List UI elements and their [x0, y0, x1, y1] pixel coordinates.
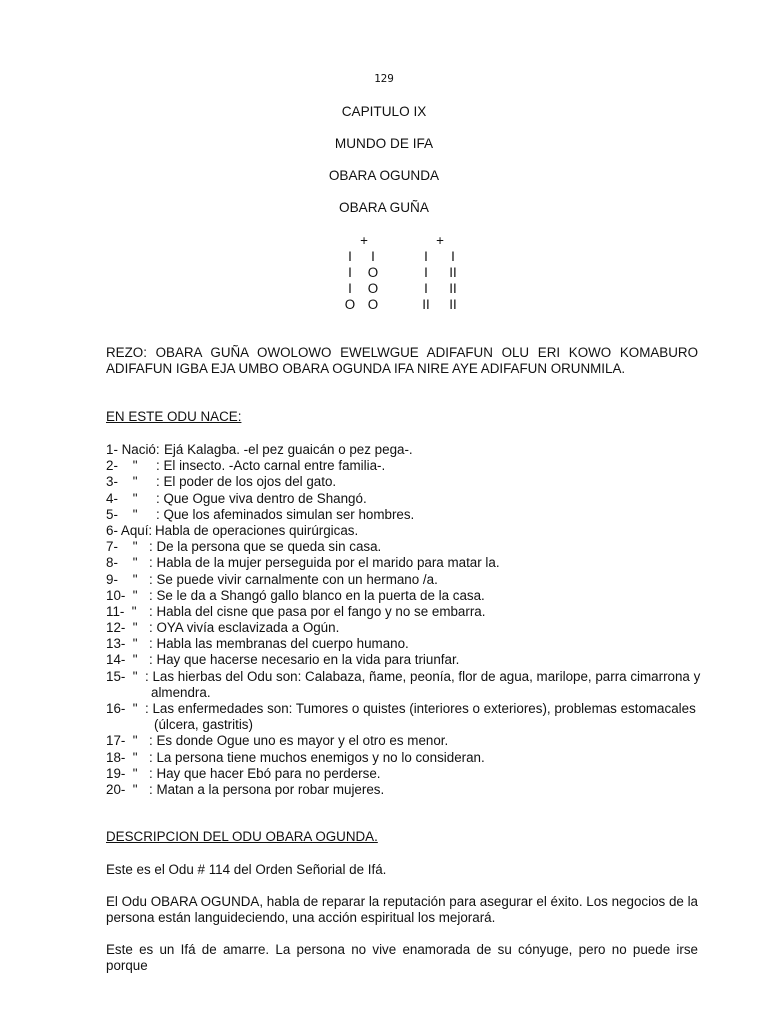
list-item: 20- " : Matan a la persona por robar mujeres.: [106, 781, 385, 797]
odu-figure: [340, 233, 470, 313]
list-item: 2- " : El insecto. -Acto carnal entre familia-.: [106, 458, 386, 474]
rezo-line-2: ADIFAFUN IGBA EJA UMBO OBARA OGUNDA IFA NIRE AYE ADIFAFUN ORUNMILA.: [106, 361, 626, 376]
figure-mark: II: [449, 265, 457, 280]
odu-alt-name-heading: OBARA GUÑA: [339, 200, 429, 215]
list-item: 19- " : Hay que hacer Ebó para no perderse.: [106, 765, 381, 781]
list-item: 1- Nació: Ejá Kalagba. -el pez guaicán o pez pega-.: [106, 442, 413, 457]
list-item: 10- " : Se le da a Shangó gallo blanco en la puerta de la casa.: [106, 587, 485, 603]
figure-mark: O: [367, 265, 379, 280]
odu-name-heading: OBARA OGUNDA: [328, 168, 440, 183]
odu-items-list: [106, 442, 702, 798]
paragraph-reputation-line-2: persona están languideciendo, una acción espiritual los mejorará.: [106, 910, 496, 925]
figure-mark: I: [451, 249, 455, 264]
section-title-nace: EN ESTE ODU NACE:: [106, 409, 242, 424]
paragraph-order: Este es el Odu # 114 del Orden Señorial de Ifá.: [106, 862, 387, 877]
list-item: 4- " : Que Ogue viva dentro de Shangó.: [106, 490, 367, 506]
list-item: 16- " : Las enfermedades son: Tumores o quistes (interiores o exteriores), problemas estomacales: [106, 701, 696, 716]
figure-mark: I: [371, 249, 375, 264]
figure-mark: O: [344, 297, 356, 312]
figure-mark: I: [424, 281, 428, 296]
figure-mark: O: [367, 281, 379, 296]
paragraph-amarre-line-1: Este es un Ifá de amarre. La persona no vive enamorada de su cónyuge, pero no puede irse porque: [106, 942, 698, 974]
figure-mark: II: [449, 281, 457, 296]
list-item-continuation: almendra.: [151, 684, 211, 700]
list-item: 5- " : Que los afeminados simulan ser hombres.: [106, 506, 415, 522]
figure-mark: I: [424, 249, 428, 264]
figure-mark: +: [436, 233, 444, 248]
chapter-heading: CAPITULO IX: [341, 104, 427, 119]
figure-mark: I: [424, 265, 428, 280]
list-item: 8- " : Habla de la mujer perseguida por el marido para matar la.: [106, 555, 500, 571]
list-item-continuation: (úlcera, gastritis): [154, 717, 253, 733]
list-item: 9- " : Se puede vivir carnalmente con un hermano /a.: [106, 571, 438, 587]
section-title-descripcion: DESCRIPCION DEL ODU OBARA OGUNDA.: [106, 829, 378, 844]
list-item: 18- " : La persona tiene muchos enemigos y no lo consideran.: [106, 749, 485, 765]
paragraph-reputation-line-1: El Odu OBARA OGUNDA, habla de reparar la reputación para asegurar el éxito. Los negocios de la: [106, 894, 698, 909]
figure-mark: II: [449, 297, 457, 312]
figure-mark: I: [348, 249, 352, 264]
list-item: 7- " : De la persona que se queda sin casa.: [106, 539, 382, 555]
list-item: 13- " : Habla las membranas del cuerpo humano.: [106, 636, 409, 652]
figure-mark: O: [367, 297, 379, 312]
list-item: 15- " : Las hierbas del Odu son: Calabaza, ñame, peonía, flor de agua, marilope, parra cimarrona y: [106, 668, 701, 684]
list-item: 3- " : El poder de los ojos del gato.: [106, 474, 337, 490]
rezo-line-1: REZO: OBARA GUÑA OWOLOWO EWELWGUE ADIFAFUN OLU ERI KOWO KOMABURO: [106, 345, 698, 360]
figure-mark: +: [360, 233, 368, 248]
list-item: 6- Aquí: Habla de operaciones quirúrgicas.: [106, 522, 359, 538]
page-number: 129: [374, 72, 394, 85]
list-item: 11- " : Habla del cisne que pasa por el fango y no se embarra.: [106, 603, 486, 619]
world-heading: MUNDO DE IFA: [334, 136, 434, 151]
list-item: 17- " : Es donde Ogue uno es mayor y el otro es menor.: [106, 733, 449, 749]
list-item: 12- " : OYA vivía esclavizada a Ogún.: [106, 620, 340, 636]
list-item: 14- " : Hay que hacerse necesario en la vida para triunfar.: [106, 652, 460, 668]
figure-mark: I: [348, 281, 352, 296]
figure-mark: I: [348, 265, 352, 280]
figure-mark: II: [422, 297, 430, 312]
